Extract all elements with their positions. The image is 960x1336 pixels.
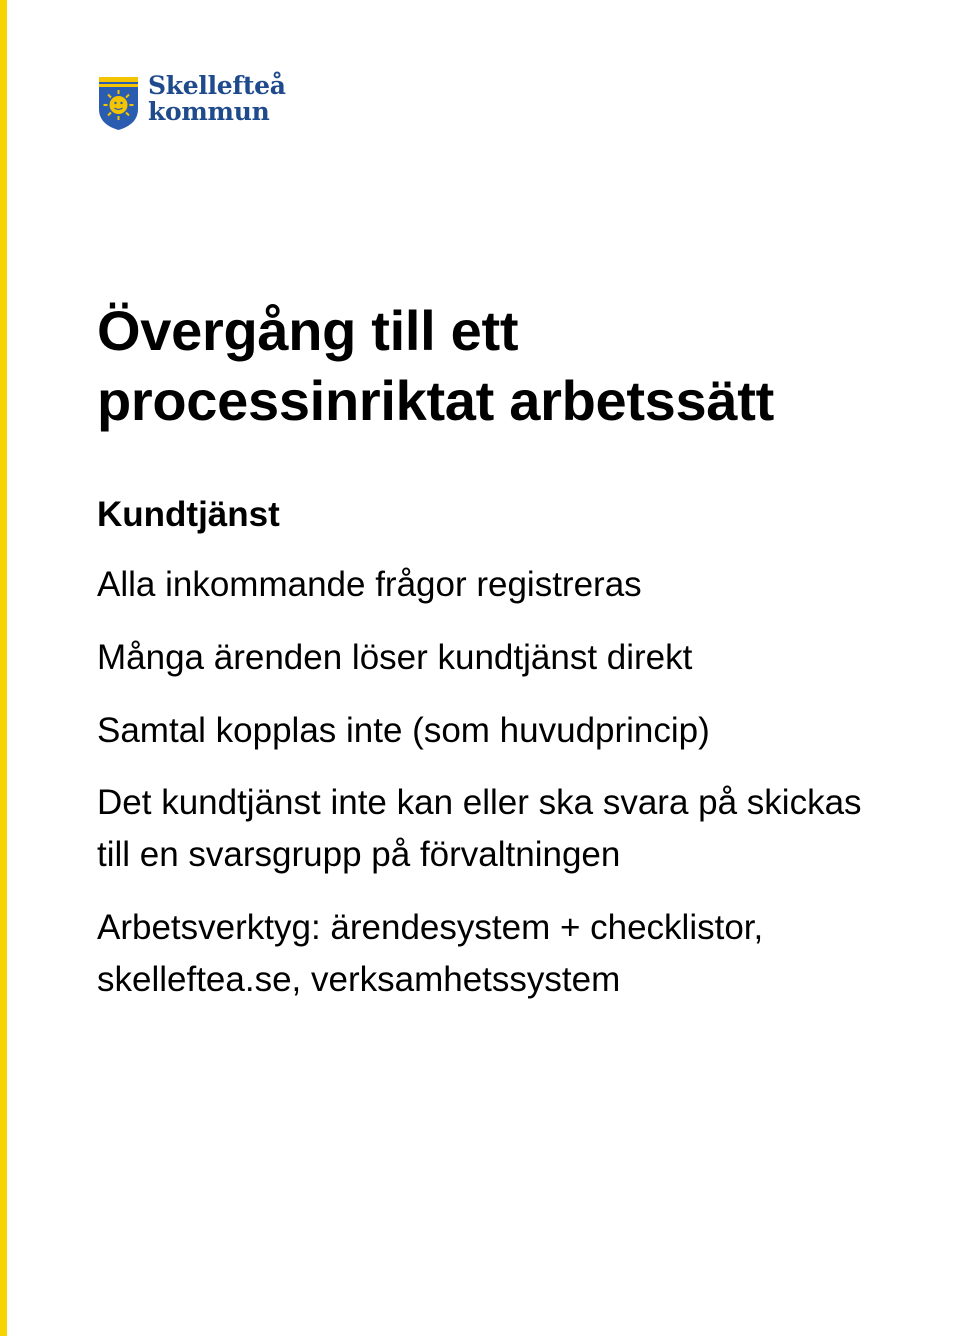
logo-line-1: Skellefteå [148,71,286,100]
page-title-line-2: processinriktat arbetssätt [97,369,774,432]
page-title-line-1: Övergång till ett [97,299,519,362]
list-item-line: Samtal kopplas inte (som huvudprincip) [97,711,710,750]
accent-bar [0,0,7,1336]
list-item-line: Arbetsverktyg: ärendesystem + checklistor, [97,908,764,947]
list-item-line: Det kundtjänst inte kan eller ska svara på skickas [97,783,862,822]
list-item-line: till en svarsgrupp på förvaltningen [97,835,621,874]
section-heading: Kundtjänst [97,495,280,534]
page-title [97,296,774,436]
list-item-line: Många ärenden löser kundtjänst direkt [97,638,693,677]
list-item [97,902,763,1006]
municipal-shield-icon [97,75,140,131]
list-item [97,705,710,757]
logo-line-2: kommun [148,97,270,126]
logo-wordmark [148,73,286,125]
list-item [97,632,692,684]
list-item [97,559,642,611]
list-item [97,777,862,881]
list-item-line: Alla inkommande frågor registreras [97,565,642,604]
skelleftea-kommun-logo [97,71,286,133]
list-item-line: skelleftea.se, verksamhetssystem [97,960,621,999]
